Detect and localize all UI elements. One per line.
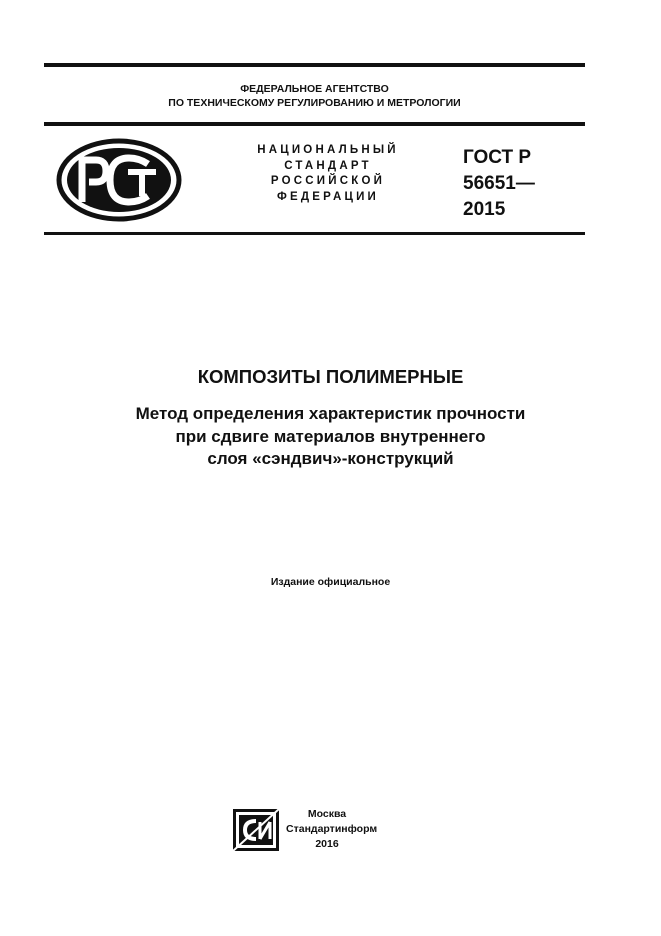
- national-standard-label: [228, 143, 428, 205]
- bottom-rule: [44, 232, 585, 235]
- document-subtitle: [0, 403, 661, 471]
- subtitle-line-3: слоя «сэндвич»-конструкций: [207, 449, 454, 468]
- agency-line-2: ПО ТЕХНИЧЕСКОМУ РЕГУЛИРОВАНИЮ И МЕТРОЛОГИИ: [168, 97, 461, 109]
- designation-line-3: 2015: [463, 199, 506, 220]
- top-rule: [44, 63, 585, 67]
- publisher-info: [286, 807, 378, 852]
- middle-rule: [44, 122, 585, 126]
- subtitle-line-1: Метод определения характеристик прочности: [135, 404, 526, 423]
- designation-line-2: 56651—: [463, 173, 535, 194]
- subtitle-line-2: при сдвиге материалов внутреннего: [175, 426, 486, 446]
- standartinform-si-icon: [233, 809, 279, 851]
- national-line-3: РОССИЙСКОЙ: [270, 175, 386, 187]
- edition-label: Издание официальное: [270, 576, 391, 588]
- national-line-2: СТАНДАРТ: [284, 159, 372, 172]
- national-line-4: ФЕДЕРАЦИИ: [276, 190, 380, 203]
- national-line-1: НАЦИОНАЛЬНЫЙ: [257, 144, 399, 156]
- agency-line-1: ФЕДЕРАЛЬНОЕ АГЕНТСТВО: [240, 83, 389, 95]
- standard-designation: [463, 145, 535, 223]
- rst-mark-icon: [56, 138, 182, 222]
- publisher-city: Москва: [307, 808, 347, 820]
- designation-line-1: ГОСТ Р: [463, 147, 532, 168]
- publisher-name: Стандартинформ: [286, 823, 378, 835]
- publisher-year: 2016: [315, 838, 339, 850]
- agency-name: [44, 82, 585, 110]
- document-title: КОМПОЗИТЫ ПОЛИМЕРНЫЕ: [197, 366, 464, 387]
